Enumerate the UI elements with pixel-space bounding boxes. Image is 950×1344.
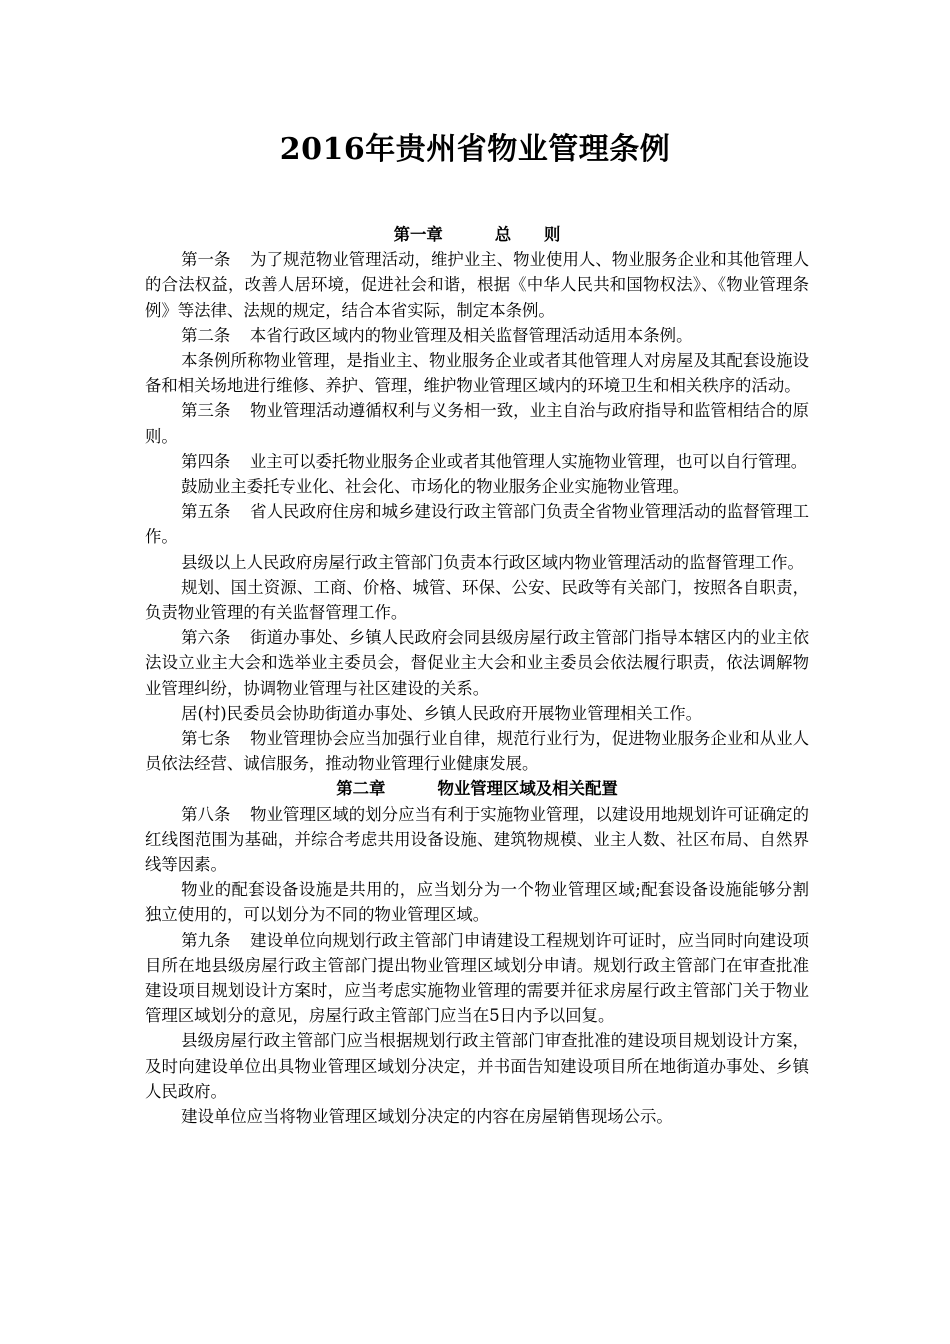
article-paragraph bbox=[145, 323, 809, 348]
article-number: 第二条 bbox=[181, 325, 231, 345]
paragraph-text: 物业管理活动遵循权利与义务相一致，业主自治与政府指导和监管相结合的原则。 bbox=[145, 401, 810, 446]
paragraph-text: 街道办事处、乡镇人民政府会同县级房屋行政主管部门指导本辖区内的业主依法设立业主大会和选举业主委员会，督促业主大会和业主委员会依法履行职责，依法调解物业管理纠纷，协调物业管理与社区建设的关系。 bbox=[145, 628, 810, 698]
article-number: 第五条 bbox=[181, 502, 231, 522]
paragraph-text: 居(村)民委员会协助街道办事处、乡镇人民政府开展物业管理相关工作。 bbox=[181, 703, 702, 723]
chapter-number: 第二章 bbox=[336, 779, 386, 799]
paragraph-text: 本省行政区域内的物业管理及相关监督管理活动适用本条例。 bbox=[249, 325, 693, 345]
article-number: 第三条 bbox=[181, 401, 231, 421]
chapter-number: 第一章 bbox=[393, 225, 443, 244]
chapter-heading-1 bbox=[145, 222, 809, 247]
article-number: 第一条 bbox=[181, 250, 231, 270]
paragraph bbox=[145, 474, 809, 499]
paragraph-text: 鼓励业主委托专业化、社会化、市场化的物业服务企业实施物业管理。 bbox=[181, 477, 690, 497]
paragraph-text: 为了规范物业管理活动，维护业主、物业使用人、物业服务企业和其他管理人的合法权益，改善人居环境，促进社会和谐，根据《中华人民共和国物权法》、《物业管理条例》等法律、法规的规定，结合本省实际，制定本条例。 bbox=[145, 250, 810, 320]
paragraph-text: 物业管理协会应当加强行业自律，规范行业行为，促进物业服务企业和从业人员依法经营、诚信服务，推动物业管理行业健康发展。 bbox=[145, 729, 810, 774]
paragraph-text: 物业的配套设备设施是共用的，应当划分为一个物业管理区域;配套设备设施能够分割独立使用的，可以划分为不同的物业管理区域。 bbox=[145, 880, 809, 925]
paragraph-text: 建设单位向规划行政主管部门申请建设工程规划许可证时，应当同时向建设项目所在地县级房屋行政主管部门提出物业管理区域划分申请。规划行政主管部门在审查批准建设项目规划设计方案时，应当考虑实施物业管理的需要并征求房屋行政主管部门关于物业管理区域划分的意见，房屋行政主管部门应当在5日内予以回复。 bbox=[145, 930, 810, 1026]
paragraph-text: 建设单位应当将物业管理区域划分决定的内容在房屋销售现场公示。 bbox=[181, 1107, 673, 1127]
article-paragraph bbox=[145, 625, 809, 701]
chapter-heading-2 bbox=[145, 776, 809, 801]
document-body bbox=[145, 222, 809, 1129]
paragraph bbox=[145, 701, 809, 726]
paragraph bbox=[145, 877, 809, 927]
article-number: 第六条 bbox=[181, 628, 231, 648]
article-number: 第八条 bbox=[181, 804, 231, 824]
paragraph bbox=[145, 575, 809, 625]
paragraph-text: 业主可以委托物业服务企业或者其他管理人实施物业管理，也可以自行管理。 bbox=[249, 451, 808, 471]
paragraph-text: 省人民政府住房和城乡建设行政主管部门负责全省物业管理活动的监督管理工作。 bbox=[145, 502, 810, 547]
paragraph bbox=[145, 1028, 809, 1104]
article-paragraph bbox=[145, 928, 809, 1029]
article-number: 第九条 bbox=[181, 930, 231, 950]
paragraph-text: 县级房屋行政主管部门应当根据规划行政主管部门审查批准的建设项目规划设计方案，及时向建设单位出具物业管理区域划分决定，并书面告知建设项目所在地街道办事处、乡镇人民政府。 bbox=[145, 1031, 809, 1101]
article-paragraph bbox=[145, 398, 809, 448]
paragraph-text: 县级以上人民政府房屋行政主管部门负责本行政区域内物业管理活动的监督管理工作。 bbox=[181, 552, 804, 572]
article-paragraph bbox=[145, 247, 809, 323]
chapter-name: 物业管理区域及相关配置 bbox=[437, 779, 618, 799]
document-title: 2016年贵州省物业管理条例 bbox=[279, 132, 671, 167]
paragraph-text: 规划、国土资源、工商、价格、城管、环保、公安、民政等有关部门，按照各自职责，负责物业管理的有关监督管理工作。 bbox=[145, 577, 809, 623]
paragraph-text: 物业管理区域的划分应当有利于实施物业管理，以建设用地规划许可证确定的红线图范围为基础，并综合考虑共用设备设施、建筑物规模、业主人数、社区布局、自然界线等因素。 bbox=[145, 804, 810, 875]
article-paragraph bbox=[145, 802, 809, 878]
chapter-name: 总 则 bbox=[494, 225, 561, 244]
paragraph bbox=[145, 348, 809, 398]
paragraph bbox=[145, 1104, 809, 1129]
article-number: 第七条 bbox=[181, 729, 231, 749]
article-paragraph bbox=[145, 499, 809, 549]
article-number: 第四条 bbox=[181, 451, 231, 471]
article-paragraph bbox=[145, 726, 809, 776]
paragraph bbox=[145, 550, 809, 575]
paragraph-text: 本条例所称物业管理，是指业主、物业服务企业或者其他管理人对房屋及其配套设施设备和相关场地进行维修、养护、管理，维护物业管理区域内的环境卫生和相关秩序的活动。 bbox=[145, 351, 809, 396]
article-paragraph bbox=[145, 449, 809, 474]
